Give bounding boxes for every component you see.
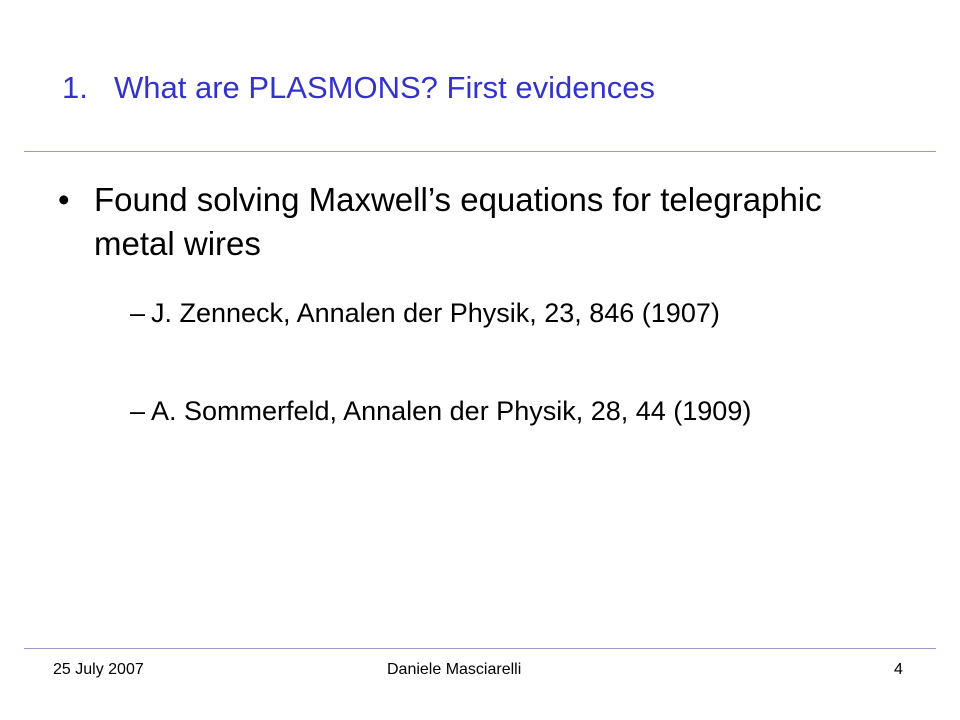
sub-bullet-text: A. Sommerfeld, Annalen der Physik, 28, 44 (1909) (151, 396, 752, 426)
bullet-dot: • (58, 181, 70, 218)
sub-bullet-text: J. Zenneck, Annalen der Physik, 23, 846 (1907) (151, 298, 720, 328)
slide-title (62, 66, 922, 110)
main-bullet (58, 178, 858, 266)
sub-bullet-zenneck (130, 293, 870, 333)
title-divider (24, 151, 936, 152)
main-bullet-text: Found solving Maxwell’s equations for telegraphic metal wires (94, 181, 822, 262)
footer-author: Daniele Masciarelli (387, 661, 522, 678)
title-number: 1. (62, 70, 88, 105)
sub-bullet-sommerfeld (130, 391, 870, 431)
footer-divider (24, 648, 936, 649)
title-text: What are PLASMONS? First evidences (114, 70, 655, 105)
footer-page-number: 4 (894, 661, 903, 678)
footer-date: 25 July 2007 (53, 661, 144, 678)
sub-bullet-dash: – (130, 298, 146, 328)
sub-bullet-dash: – (130, 396, 146, 426)
